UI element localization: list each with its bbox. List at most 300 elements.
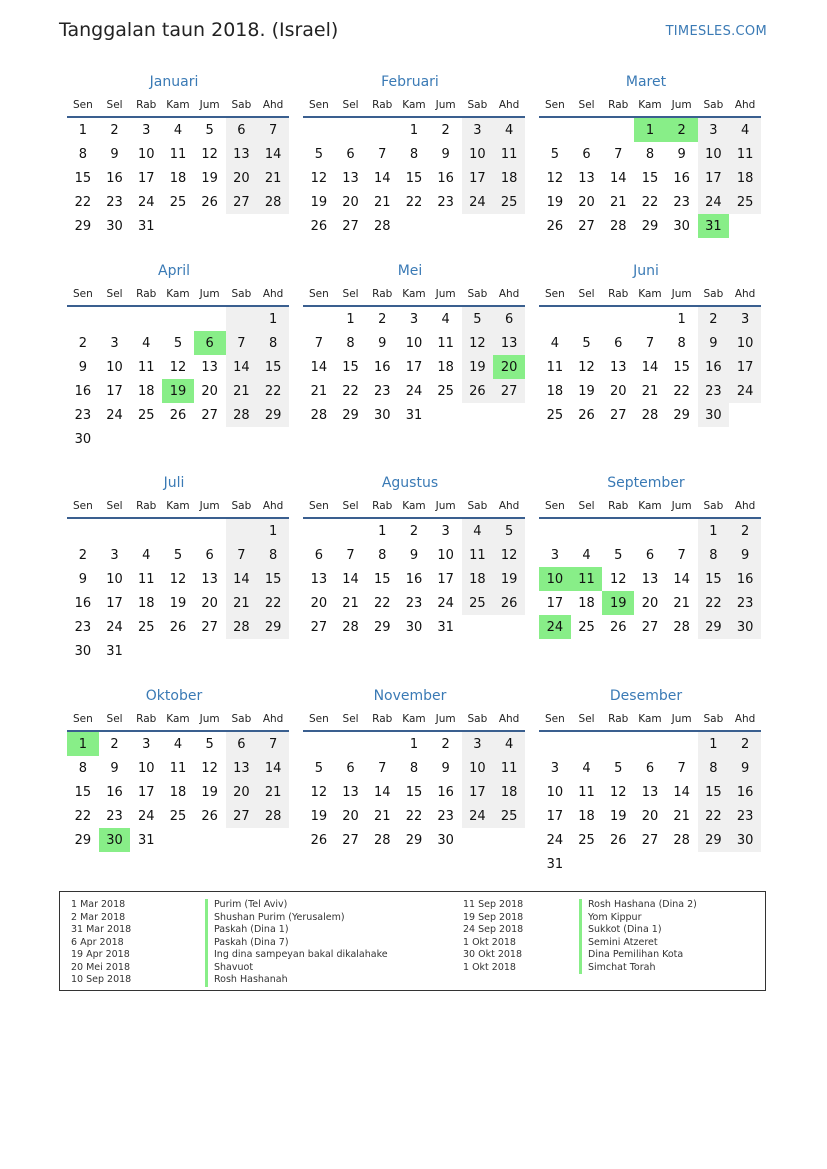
- day-cell: 1: [409, 122, 419, 138]
- day-cell: 14: [226, 567, 258, 591]
- empty-cell: [226, 306, 258, 331]
- empty-cell: [602, 117, 634, 142]
- day-cell: 7: [645, 335, 655, 351]
- day-cell: 4: [550, 335, 559, 351]
- holiday-legend: [59, 891, 766, 991]
- day-cell: 5: [173, 335, 183, 351]
- day-cell: 10: [137, 146, 155, 162]
- day-cell: 16: [729, 567, 761, 591]
- holiday-day-cell: 6: [194, 331, 226, 355]
- day-cell: 7: [346, 547, 355, 563]
- day-cell: 7: [257, 731, 289, 756]
- legend-entry: Rosh Hashana (Dina 2): [579, 899, 697, 912]
- day-cell: 19: [546, 194, 564, 210]
- month-oktober: [67, 685, 289, 852]
- day-cell: 30: [698, 403, 730, 427]
- day-cell: 18: [137, 595, 155, 611]
- day-cell: 2: [110, 122, 119, 138]
- day-cell: 10: [437, 547, 454, 563]
- day-cell: 13: [201, 571, 218, 587]
- empty-cell: [729, 214, 761, 238]
- day-cell: 25: [578, 832, 595, 848]
- day-cell: 1: [698, 518, 730, 543]
- empty-cell: [303, 518, 335, 543]
- day-cell: 21: [226, 379, 258, 403]
- day-cell: 14: [257, 142, 289, 166]
- weekday-header: Sen: [303, 282, 335, 306]
- weekday-header: Sab: [462, 282, 494, 306]
- empty-cell: [493, 214, 525, 238]
- day-cell: 10: [106, 359, 123, 375]
- day-cell: 24: [137, 194, 155, 210]
- day-cell: 24: [106, 619, 123, 635]
- day-cell: 13: [493, 331, 525, 355]
- month-title: Juni: [633, 263, 659, 279]
- weekday-header: Rab: [366, 494, 398, 518]
- legend-entry: 19 Sep 2018: [463, 911, 524, 923]
- day-cell: 27: [609, 407, 627, 423]
- weekday-header: Sen: [303, 494, 335, 518]
- empty-cell: [462, 214, 494, 238]
- day-cell: 20: [641, 808, 659, 824]
- empty-cell: [257, 214, 289, 238]
- day-cell: 25: [137, 407, 155, 423]
- day-cell: 27: [226, 804, 258, 828]
- day-cell: 22: [698, 591, 730, 615]
- empty-cell: [729, 403, 761, 427]
- holiday-day-cell: 1: [67, 731, 99, 756]
- day-cell: 21: [641, 383, 659, 399]
- day-cell: 3: [409, 311, 419, 327]
- empty-cell: [257, 639, 289, 663]
- day-cell: 27: [493, 379, 525, 403]
- day-cell: 3: [462, 731, 494, 756]
- day-cell: 24: [137, 808, 155, 824]
- day-cell: 15: [698, 780, 730, 804]
- day-cell: 30: [729, 615, 761, 639]
- month-title: Mei: [397, 263, 423, 279]
- day-cell: 20: [310, 595, 328, 611]
- day-cell: 13: [342, 170, 359, 186]
- weekday-header: Sab: [462, 93, 494, 117]
- day-cell: 21: [257, 166, 289, 190]
- day-cell: 4: [173, 122, 183, 138]
- legend-left-names: [205, 899, 388, 987]
- weekday-header: Kam: [398, 707, 430, 731]
- month-title: Agustus: [381, 475, 439, 491]
- day-cell: 9: [409, 547, 419, 563]
- day-cell: 6: [205, 547, 214, 563]
- day-cell: 15: [257, 355, 289, 379]
- weekday-header: Ahd: [729, 282, 761, 306]
- month-mei: [303, 260, 525, 427]
- day-cell: 4: [493, 117, 525, 142]
- day-cell: 22: [673, 383, 690, 399]
- empty-cell: [729, 852, 761, 876]
- day-cell: 17: [698, 166, 730, 190]
- day-cell: 25: [137, 619, 155, 635]
- weekday-header: Rab: [366, 93, 398, 117]
- day-cell: 4: [729, 117, 761, 142]
- day-cell: 17: [106, 383, 123, 399]
- day-cell: 26: [310, 218, 328, 234]
- day-cell: 9: [441, 146, 450, 162]
- day-cell: 5: [205, 736, 214, 752]
- weekday-header: Jum: [430, 707, 462, 731]
- day-cell: 3: [698, 117, 730, 142]
- day-cell: 10: [405, 335, 423, 351]
- day-cell: 26: [201, 194, 218, 210]
- day-cell: 4: [441, 311, 450, 327]
- day-cell: 16: [74, 595, 92, 611]
- day-cell: 11: [462, 543, 494, 567]
- day-cell: 13: [226, 756, 258, 780]
- day-cell: 21: [226, 591, 258, 615]
- empty-cell: [226, 518, 258, 543]
- day-cell: 8: [409, 760, 419, 776]
- day-cell: 29: [641, 218, 659, 234]
- weekday-header: Sel: [335, 93, 367, 117]
- holiday-day-cell: 10: [539, 567, 571, 591]
- weekday-header: Jum: [430, 93, 462, 117]
- day-cell: 12: [169, 359, 187, 375]
- weekday-header: Rab: [366, 282, 398, 306]
- day-cell: 23: [698, 379, 730, 403]
- day-cell: 23: [405, 595, 423, 611]
- day-cell: 19: [310, 194, 328, 210]
- day-cell: 2: [441, 122, 450, 138]
- day-cell: 3: [550, 760, 559, 776]
- weekday-header: Sel: [335, 707, 367, 731]
- holiday-day-cell: 2: [666, 117, 698, 142]
- day-cell: 14: [373, 784, 391, 800]
- day-cell: 14: [673, 571, 690, 587]
- day-cell: 23: [437, 808, 454, 824]
- weekday-header: Kam: [162, 282, 194, 306]
- day-cell: 10: [698, 142, 730, 166]
- day-cell: 17: [137, 784, 155, 800]
- legend-entry: 20 Mei 2018: [71, 961, 130, 973]
- weekday-header: Rab: [130, 707, 162, 731]
- day-cell: 3: [441, 523, 450, 539]
- day-cell: 17: [137, 170, 155, 186]
- legend-entry: Ing dina sampeyan bakal dikalahake: [205, 949, 388, 962]
- day-cell: 6: [645, 547, 655, 563]
- day-cell: 27: [578, 218, 595, 234]
- weekday-header: Ahd: [257, 282, 289, 306]
- day-cell: 5: [173, 547, 183, 563]
- empty-cell: [571, 852, 603, 876]
- day-cell: 12: [201, 146, 218, 162]
- weekday-header: Sel: [571, 93, 603, 117]
- empty-cell: [571, 731, 603, 756]
- day-cell: 15: [698, 567, 730, 591]
- day-cell: 28: [609, 218, 627, 234]
- day-cell: 30: [673, 218, 690, 234]
- day-cell: 1: [257, 306, 289, 331]
- weekday-header: Sen: [303, 93, 335, 117]
- day-cell: 26: [201, 808, 218, 824]
- day-cell: 6: [493, 306, 525, 331]
- day-cell: 29: [257, 403, 289, 427]
- day-cell: 8: [257, 543, 289, 567]
- empty-cell: [130, 306, 162, 331]
- day-cell: 7: [257, 117, 289, 142]
- day-cell: 16: [373, 359, 391, 375]
- legend-entry: Simchat Torah: [579, 962, 697, 975]
- day-cell: 12: [609, 571, 627, 587]
- empty-cell: [539, 518, 571, 543]
- day-cell: 7: [378, 146, 387, 162]
- day-cell: 29: [257, 615, 289, 639]
- legend-right-dates: [463, 899, 523, 974]
- month-januari: [67, 71, 289, 238]
- day-cell: 20: [342, 194, 359, 210]
- empty-cell: [130, 518, 162, 543]
- day-cell: 20: [609, 383, 627, 399]
- empty-cell: [634, 518, 666, 543]
- weekday-header: Kam: [398, 93, 430, 117]
- empty-cell: [335, 731, 367, 756]
- empty-cell: [162, 518, 194, 543]
- empty-cell: [162, 639, 194, 663]
- day-cell: 13: [578, 170, 595, 186]
- day-cell: 2: [110, 736, 119, 752]
- month-title: September: [607, 475, 685, 491]
- month-title: Februari: [381, 74, 439, 90]
- weekday-header: Sel: [571, 494, 603, 518]
- day-cell: 9: [110, 146, 119, 162]
- legend-entry: Shushan Purim (Yerusalem): [205, 912, 388, 925]
- brand-link[interactable]: TIMESLES.COM: [665, 24, 767, 39]
- empty-cell: [194, 639, 226, 663]
- day-cell: 26: [169, 619, 187, 635]
- day-cell: 30: [74, 643, 92, 659]
- day-cell: 21: [609, 194, 627, 210]
- day-cell: 15: [342, 359, 359, 375]
- day-cell: 29: [673, 407, 690, 423]
- weekday-header: Ahd: [257, 494, 289, 518]
- legend-entry: 2 Mar 2018: [71, 911, 126, 923]
- day-cell: 25: [169, 194, 187, 210]
- weekday-header: Ahd: [493, 707, 525, 731]
- day-cell: 12: [169, 571, 187, 587]
- day-cell: 5: [493, 518, 525, 543]
- legend-entry: 1 Okt 2018: [463, 936, 516, 948]
- weekday-header: Sel: [571, 282, 603, 306]
- day-cell: 24: [462, 804, 494, 828]
- day-cell: 16: [698, 355, 730, 379]
- holiday-day-cell: 19: [162, 379, 194, 403]
- weekday-header: Sab: [698, 93, 730, 117]
- day-cell: 16: [437, 784, 454, 800]
- day-cell: 9: [677, 146, 686, 162]
- day-cell: 20: [226, 166, 258, 190]
- weekday-header: Jum: [194, 707, 226, 731]
- day-cell: 27: [201, 407, 218, 423]
- day-cell: 20: [578, 194, 595, 210]
- day-cell: 22: [405, 808, 423, 824]
- day-cell: 14: [310, 359, 328, 375]
- empty-cell: [430, 214, 462, 238]
- weekday-header: Rab: [602, 282, 634, 306]
- day-cell: 7: [614, 146, 623, 162]
- day-cell: 3: [110, 335, 119, 351]
- day-cell: 22: [257, 379, 289, 403]
- day-cell: 23: [437, 194, 454, 210]
- weekday-header: Sab: [698, 494, 730, 518]
- weekday-header: Sab: [226, 282, 258, 306]
- empty-cell: [539, 117, 571, 142]
- day-cell: 8: [257, 331, 289, 355]
- day-cell: 18: [493, 780, 525, 804]
- day-cell: 3: [462, 117, 494, 142]
- day-cell: 21: [310, 383, 328, 399]
- day-cell: 17: [437, 571, 454, 587]
- day-cell: 29: [373, 619, 391, 635]
- day-cell: 24: [729, 379, 761, 403]
- empty-cell: [162, 306, 194, 331]
- day-cell: 27: [342, 218, 359, 234]
- legend-entry: 24 Sep 2018: [463, 924, 524, 935]
- day-cell: 16: [437, 170, 454, 186]
- day-cell: 6: [346, 146, 355, 162]
- empty-cell: [493, 403, 525, 427]
- weekday-header: Sel: [335, 282, 367, 306]
- month-juni: [539, 260, 761, 427]
- day-cell: 7: [226, 543, 258, 567]
- empty-cell: [194, 214, 226, 238]
- day-cell: 19: [462, 355, 494, 379]
- day-cell: 1: [378, 523, 387, 539]
- day-cell: 28: [257, 190, 289, 214]
- weekday-header: Sen: [303, 707, 335, 731]
- day-cell: 31: [546, 856, 564, 872]
- day-cell: 5: [314, 146, 323, 162]
- day-cell: 31: [137, 832, 155, 848]
- legend-entry: Paskah (Dina 1): [205, 924, 388, 937]
- empty-cell: [194, 306, 226, 331]
- day-cell: 17: [462, 780, 494, 804]
- day-cell: 5: [462, 306, 494, 331]
- day-cell: 21: [342, 595, 359, 611]
- day-cell: 7: [314, 335, 323, 351]
- empty-cell: [462, 615, 494, 639]
- weekday-header: Sen: [539, 494, 571, 518]
- day-cell: 10: [462, 756, 494, 780]
- empty-cell: [226, 214, 258, 238]
- day-cell: 7: [677, 547, 686, 563]
- day-cell: 12: [609, 784, 627, 800]
- day-cell: 11: [493, 142, 525, 166]
- day-cell: 5: [550, 146, 559, 162]
- day-cell: 11: [493, 756, 525, 780]
- day-cell: 29: [74, 832, 92, 848]
- day-cell: 27: [342, 832, 359, 848]
- day-cell: 24: [546, 832, 564, 848]
- day-cell: 17: [106, 595, 123, 611]
- day-cell: 1: [257, 518, 289, 543]
- legend-entry: Purim (Tel Aviv): [205, 899, 388, 912]
- month-februari: [303, 71, 525, 238]
- legend-entry: Rosh Hashanah: [205, 974, 388, 987]
- legend-entry: 31 Mar 2018: [71, 924, 132, 935]
- day-cell: 16: [673, 170, 690, 186]
- day-cell: 4: [142, 335, 151, 351]
- day-cell: 24: [462, 190, 494, 214]
- weekday-header: Sab: [462, 494, 494, 518]
- empty-cell: [257, 427, 289, 451]
- month-title: Juli: [163, 475, 185, 491]
- day-cell: 2: [729, 518, 761, 543]
- day-cell: 24: [405, 383, 423, 399]
- day-cell: 6: [314, 547, 323, 563]
- day-cell: 28: [673, 619, 690, 635]
- day-cell: 6: [226, 117, 258, 142]
- weekday-header: Ahd: [493, 93, 525, 117]
- day-cell: 14: [342, 571, 359, 587]
- day-cell: 23: [729, 804, 761, 828]
- day-cell: 31: [106, 643, 123, 659]
- weekday-header: Ahd: [729, 494, 761, 518]
- day-cell: 23: [729, 591, 761, 615]
- day-cell: 19: [201, 170, 218, 186]
- day-cell: 5: [614, 547, 623, 563]
- month-september: [539, 472, 761, 639]
- holiday-day-cell: 24: [539, 615, 571, 639]
- day-cell: 26: [578, 407, 595, 423]
- empty-cell: [303, 731, 335, 756]
- day-cell: 25: [493, 804, 525, 828]
- day-cell: 21: [373, 808, 391, 824]
- day-cell: 22: [698, 804, 730, 828]
- day-cell: 15: [405, 784, 423, 800]
- day-cell: 25: [437, 383, 454, 399]
- day-cell: 30: [106, 218, 123, 234]
- holiday-day-cell: 1: [634, 117, 666, 142]
- weekday-header: Sel: [99, 707, 131, 731]
- month-agustus: [303, 472, 525, 639]
- day-cell: 18: [137, 383, 155, 399]
- day-cell: 12: [546, 170, 564, 186]
- legend-entry: Paskah (Dina 7): [205, 937, 388, 950]
- day-cell: 15: [641, 170, 659, 186]
- day-cell: 12: [462, 331, 494, 355]
- day-cell: 23: [373, 383, 391, 399]
- day-cell: 18: [437, 359, 454, 375]
- day-cell: 31: [137, 218, 155, 234]
- day-cell: 29: [405, 832, 423, 848]
- empty-cell: [162, 828, 194, 852]
- day-cell: 12: [201, 760, 218, 776]
- day-cell: 18: [169, 784, 187, 800]
- day-cell: 18: [462, 567, 494, 591]
- day-cell: 25: [578, 619, 595, 635]
- day-cell: 9: [78, 571, 87, 587]
- day-cell: 13: [641, 784, 659, 800]
- weekday-header: Sel: [99, 282, 131, 306]
- day-cell: 28: [226, 615, 258, 639]
- day-cell: 21: [673, 808, 690, 824]
- day-cell: 28: [310, 407, 328, 423]
- day-cell: 1: [346, 311, 355, 327]
- day-cell: 29: [698, 615, 730, 639]
- day-cell: 15: [373, 571, 391, 587]
- weekday-header: Sab: [698, 282, 730, 306]
- day-cell: 10: [137, 760, 155, 776]
- day-cell: 11: [169, 760, 187, 776]
- weekday-header: Kam: [162, 93, 194, 117]
